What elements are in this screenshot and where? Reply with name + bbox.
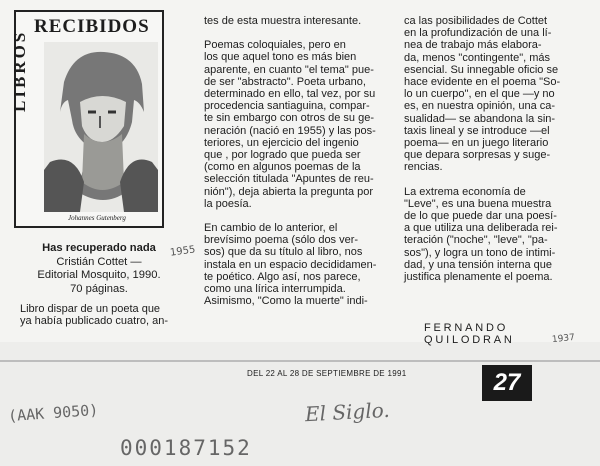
text-line: Libro dispar de un poeta que	[20, 303, 161, 315]
handwritten-margin-note: 1955	[169, 244, 197, 259]
text-line: los que aquel tono es más bien	[204, 51, 357, 64]
article-column-1	[20, 303, 194, 327]
text-line: que , por logrado que pueda ser	[204, 149, 361, 162]
text-line: justifica plenamente el poema.	[404, 271, 553, 284]
text-line: brevísimo poema (sólo dos ver-	[204, 234, 359, 247]
text-line: lo un cuerpo", en el que —y no	[404, 88, 555, 101]
text-line: ya había publicado cuatro, an-	[20, 315, 168, 328]
text-line: ca las posibilidades de Cottet	[404, 15, 548, 27]
handwritten-author-note: 1937	[551, 332, 576, 346]
book-author: Cristián Cottet —	[56, 255, 142, 268]
text-line: de lo que puede dar una poesí-	[404, 210, 557, 223]
text-line: poema— en un juego literario	[404, 137, 549, 150]
text-line: sos"), y logra un tono de intimi-	[404, 246, 556, 259]
text-line: esencial. Su innegable oficio se	[404, 63, 559, 76]
text-line: Asimismo, "Como la muerte" indi-	[204, 295, 368, 308]
text-line: "Leve", es una buena muestra	[404, 197, 552, 210]
text-line: aparente, en cuanto "el tema" pue-	[204, 63, 374, 76]
logo-title: RECIBIDOS	[34, 16, 150, 37]
text-line: te poético. Algo así, nos parece,	[204, 270, 361, 283]
text-line: selección titulada "Apuntes de reu-	[204, 173, 374, 186]
recibidos-logo	[10, 10, 164, 228]
paragraph-break	[204, 27, 394, 39]
archive-code: (AAK 9050)	[7, 400, 99, 426]
book-info	[34, 242, 164, 296]
book-pages: 70 páginas.	[70, 282, 128, 295]
text-line: en la profundización de una lí-	[404, 27, 552, 40]
text-line: da, menos "contingente", más	[404, 51, 551, 64]
page-number: 27	[482, 365, 532, 401]
paragraph-break	[204, 210, 394, 222]
issue-date: DEL 22 AL 28 DE SEPTIEMBRE DE 1991	[247, 369, 407, 378]
text-line: como una lírica interrumpida.	[204, 283, 346, 296]
text-line: rencias.	[404, 161, 443, 174]
book-title: Has recuperado nada	[42, 242, 156, 254]
text-line: La extrema economía de	[404, 185, 526, 198]
text-line: sos) que da su título al libro, nos	[204, 246, 363, 259]
text-line: la poesía.	[204, 197, 252, 210]
text-line: hace evidente en el poema "So-	[404, 76, 561, 89]
text-line: nión"), deja abierta la pregunta por	[204, 185, 374, 198]
article-column-2	[204, 15, 394, 307]
text-line: que depara sorpresas y suge-	[404, 149, 551, 162]
text-line: En cambio de lo anterior, el	[204, 222, 338, 235]
text-line: es, en nuestra opinión, una ca-	[404, 100, 556, 113]
book-publisher: Editorial Mosquito, 1990.	[37, 269, 161, 281]
text-line: teriores, un ejercicio del ingenio	[204, 136, 359, 149]
text-line: de ser "abstracto". Poeta urbano,	[204, 75, 366, 88]
divider	[0, 360, 600, 362]
text-line: determinado en ello, tal vez, por su	[204, 88, 376, 101]
text-line: procedencia santiaguina, compar-	[204, 100, 370, 113]
logo-side-label: LIBROS	[10, 29, 29, 112]
article-column-3	[404, 15, 590, 283]
text-line: dad, y una tensión interna que	[404, 258, 553, 271]
text-line: nea de trabajo más elabora-	[404, 39, 542, 52]
text-line: instala en un espacio decididamen-	[204, 258, 377, 271]
text-line: neración (nació en 1955) y las pos-	[204, 124, 376, 137]
paragraph-break	[404, 174, 590, 186]
text-line: a que utiliza una deliberada rei-	[404, 222, 558, 235]
portrait-caption: Johannes Gutenberg	[68, 214, 126, 222]
text-line: sualidad— se abandona la sin-	[404, 112, 556, 125]
catalog-number: 000187152	[120, 436, 252, 460]
source-note: El Siglo.	[304, 397, 391, 427]
text-line: taxis lineal y se introduce —el	[404, 124, 550, 137]
text-line: (como en algunos poemas de la	[204, 161, 361, 174]
gutenberg-portrait	[44, 42, 158, 212]
text-line: te sin embargo con otros de su ge-	[204, 112, 374, 125]
text-line: teración ("noche", "leve", "pa-	[404, 234, 548, 247]
text-line: tes de esta muestra interesante.	[204, 15, 362, 27]
byline: FERNANDO QUILODRAN	[424, 322, 515, 346]
text-line: Poemas coloquiales, pero en	[204, 39, 346, 52]
